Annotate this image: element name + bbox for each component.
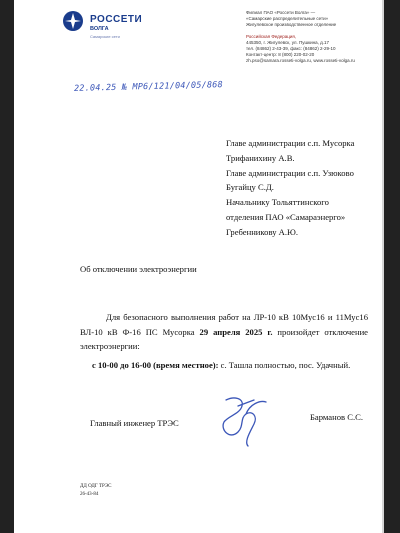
addressee-line: Бугайцу С.Д. [226, 182, 274, 193]
signatory-title: Главный инженер ТРЭС [90, 418, 179, 428]
body-paragraph [80, 310, 368, 354]
addressee-block [226, 136, 384, 240]
addressee-line: отделения ПАО «Самараэнерго» [226, 211, 346, 222]
logo-name: РОССЕТИ [90, 14, 143, 25]
letter-page [14, 0, 384, 533]
sender-address-line: Контакт-центр: 8 (800) 220-02-20 [246, 52, 315, 58]
logo-region: ВОЛГА [90, 26, 109, 32]
company-logo [62, 10, 182, 46]
letter-body [80, 310, 368, 372]
page-edge [382, 0, 384, 533]
handwritten-signature [204, 392, 274, 450]
sender-address-line: тел. (84862) 2-43-39, факс: (84862) 2-29-10 [246, 46, 336, 52]
footer-line: ДД ОДГ ТРЭС [80, 484, 112, 489]
letter-subject: Об отключении электроэнергии [80, 264, 197, 274]
sender-line: Жигулевское производственное отделение [246, 22, 337, 28]
outage-date: 29 апреля 2025 г. [199, 326, 273, 337]
footer-line: 26-43-84 [80, 492, 99, 498]
addressee-line: Трифанихину А.В. [226, 152, 295, 163]
signatory-name: Барманов С.С. [310, 412, 363, 422]
sender-line: «Самарские распределительные сети» [246, 16, 329, 22]
sender-block [246, 10, 376, 65]
addressee-line: Гребенникову А.Ю. [226, 226, 298, 237]
logo-subdivision: Самарские сети [90, 34, 120, 39]
outgoing-number: 22.04.25 № МР6/121/04/05/868 [73, 80, 223, 94]
sender-federation: Российская Федерация, [246, 33, 297, 39]
sender-line: Филиал ПАО «Россети Волга» — [246, 10, 316, 15]
sender-address-line: 445350, г. Жигулевск, ул. Пушкина, д.17 [246, 39, 329, 45]
addressee-line: Начальнику Тольяттинского [226, 197, 329, 208]
addressee-line: Главе администрации с.п. Мусорка [226, 138, 355, 148]
rosseti-logo-icon [62, 10, 84, 32]
addressee-line: Главе администрации с.п. Узюково [226, 167, 354, 178]
footer-executor [80, 483, 111, 500]
outage-time-line [80, 358, 368, 373]
body-text-part: произойдет отключение электроэнергии: [80, 326, 368, 352]
sender-address-line: zh.pso@samara.rosseti-volga.ru, www.rosseti-volga.ru [246, 58, 355, 64]
body-text-part: Для безопасного выполнения работ на ЛР-10 кВ 10Мус16 и 11Мус16 ВЛ-10 кВ Ф-16 ПС Мусорка [80, 312, 368, 337]
outage-time: с 10-00 до 16-00 (время местное): [92, 359, 219, 370]
outage-locations: с. Ташла полностью, пос. Удачный. [218, 359, 351, 370]
